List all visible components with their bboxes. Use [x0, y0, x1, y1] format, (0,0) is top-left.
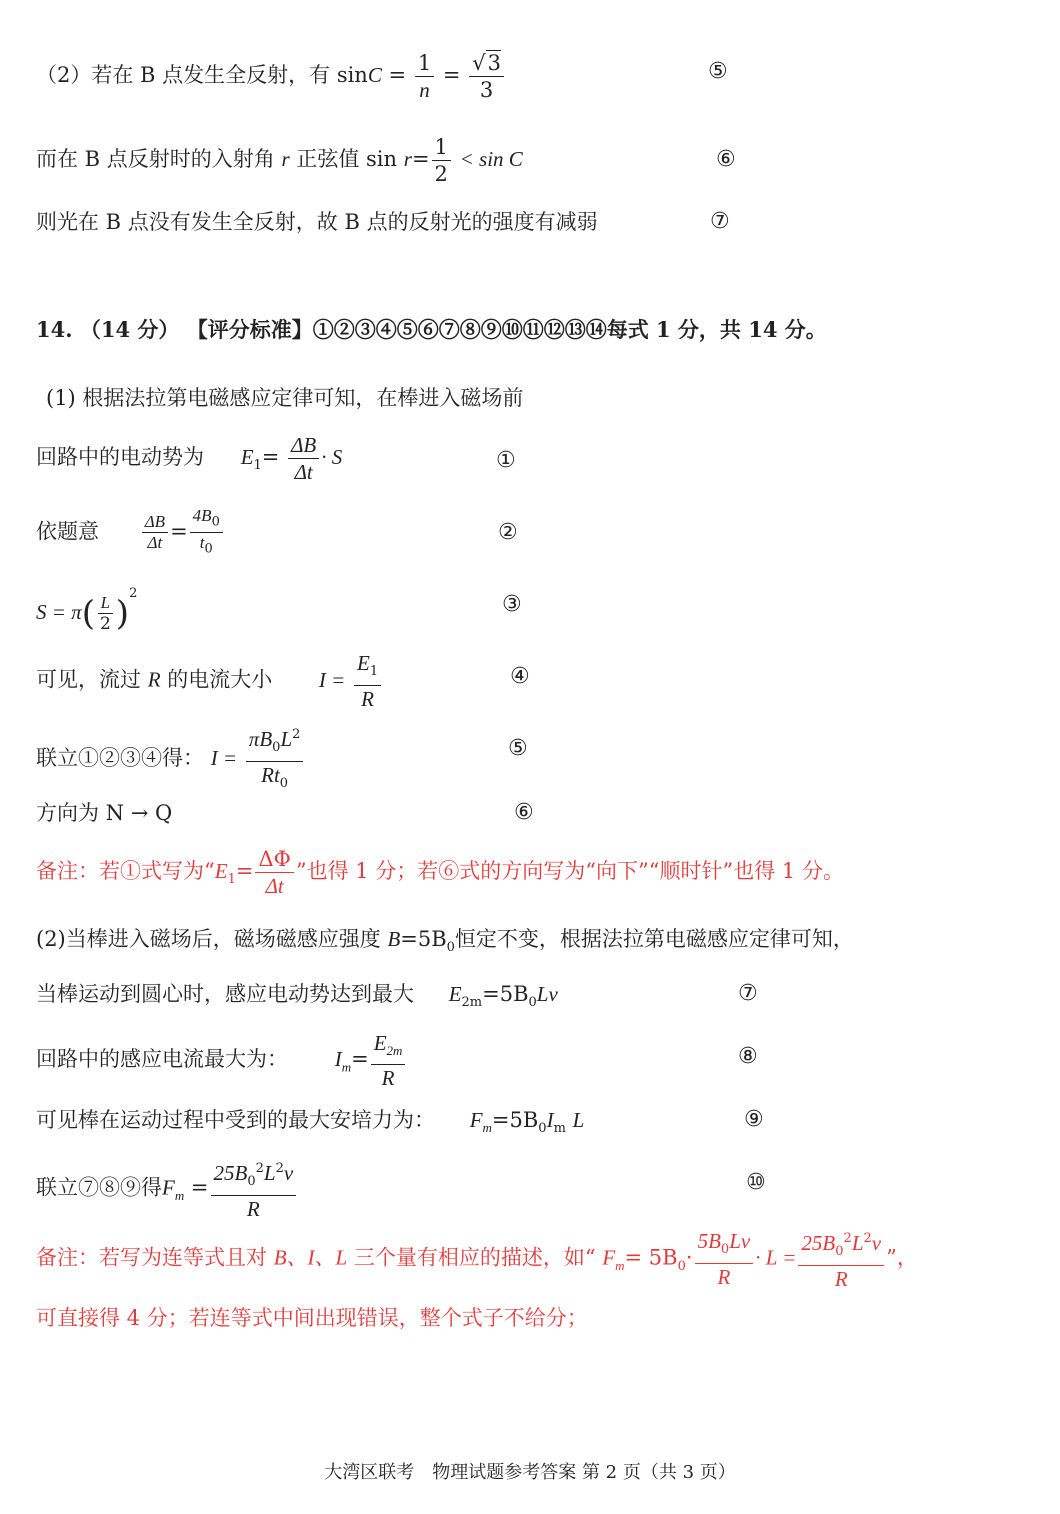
mark-9: ⑨	[744, 1107, 764, 1132]
eq-1: 回路中的电动势为 $E_1=$ $\frac{\Delta B}{\Delta t}$ · S	[36, 433, 343, 484]
line-no-total-reflection: 则光在 B 点没有发生全反射，故 B 点的反射光的强度有减弱	[36, 210, 598, 234]
mark-6-b: ⑥	[514, 800, 534, 825]
mark-5-b: ⑤	[508, 736, 528, 761]
fraction-dB-dt-2: $\frac{\Delta B}{\Delta t}$	[142, 512, 168, 553]
mark-10: ⑩	[746, 1170, 766, 1195]
eq-3: S = π( $\frac{L}{2}$ )$^2$	[36, 586, 138, 634]
eq-4: 可见，流过 R 的电流大小 I = $\frac{E_1}{R}$	[36, 650, 383, 712]
fraction-25B0L2v-over-R-note: $\frac{25B_0^2L^2v}{R}$	[798, 1226, 884, 1292]
line-total-reflection-condition: （2）若在 B 点发生全反射，有 sinC = $\frac{1}{n}$ = $\frac{√3}{3}$	[36, 50, 506, 103]
mark-6: ⑥	[716, 147, 736, 172]
mark-5: ⑤	[708, 59, 728, 84]
fraction-dB-dt: $\frac{\Delta B}{\Delta t}$	[288, 432, 319, 485]
mark-2: ②	[498, 520, 518, 545]
mark-7: ⑦	[710, 209, 730, 234]
eq-2: 依题意 $\frac{\Delta B}{\Delta t}$ = $\frac{4B_0}{t_0}$	[36, 506, 225, 560]
q14-part2-intro: (2)当棒进入磁场后，磁场磁感应强度 $B=5B_0$恒定不变，根据法拉第电磁感应定律可知，	[36, 927, 854, 956]
eq-7: 当棒运动到圆心时，感应电动势达到最大 $E_{2m}=5B_0Lv$	[36, 982, 558, 1011]
fraction-piB0L2-over-Rt0: $\frac{\pi B_0L^2}{Rt_0}$	[246, 722, 304, 797]
fraction-5B0Lv-over-R: $\frac{5B_0Lv}{R}$	[695, 1228, 754, 1290]
line-incident-angle: 而在 B 点反射时的入射角 r 正弦值 sin r= $\frac{1}{2}$ < sin C	[36, 135, 523, 186]
eq-6: 方向为 N → Q	[36, 801, 173, 825]
q14-header: 14. （14 分） 【评分标准】①②③④⑤⑥⑦⑧⑨⑩⑪⑫⑬⑭每式 1 分，共 14 分。	[36, 317, 827, 342]
fraction-sqrt3-over-3: $\frac{√3}{3}$	[469, 50, 504, 103]
fraction-one-half: $\frac{1}{2}$	[432, 134, 451, 187]
mark-4: ④	[510, 664, 530, 689]
note-2: 备注：若写为连等式且对 B、I、L 三个量有相应的描述，如“ $F_m= 5B_0\cdot$ $\frac{5B_0Lv}{R}$ · L = $\frac{25B_0^2L^2v}{R}$ ”，	[36, 1226, 918, 1292]
fraction-1-over-n: $\frac{1}{n}$	[415, 50, 434, 103]
mark-1: ①	[496, 448, 516, 473]
fraction-E2m-over-R: $\frac{E_{2m}}{R}$	[371, 1030, 406, 1091]
note-1: 备注：若①式写为“$E_1=$ $\frac{\Delta\Phi}{\Delta t}$ ”也得 1 分；若⑥式的方向写为“向下”“顺时针”也得 1 分。	[36, 847, 844, 898]
eq-9: 可见棒在运动过程中受到的最大安培力为： $F_m=5B_0I_m$ L	[36, 1108, 585, 1137]
fraction-4B0-t0: $\frac{4B_0}{t_0}$	[190, 506, 223, 560]
mark-8: ⑧	[738, 1044, 758, 1069]
fraction-L-over-2: $\frac{L}{2}$	[97, 593, 114, 634]
mark-3: ③	[502, 592, 522, 617]
fraction-E1-over-R: $\frac{E_1}{R}$	[354, 650, 381, 712]
eq-10: 联立⑦⑧⑨得$F_m$ = $\frac{25B_0^2L^2v}{R}$	[36, 1156, 298, 1222]
fraction-25B0L2v-over-R: $\frac{25B_0^2L^2v}{R}$	[211, 1156, 297, 1222]
eq-5: 联立①②③④得： I = $\frac{\pi B_0L^2}{Rt_0}$	[36, 722, 305, 797]
page-footer: 大湾区联考 物理试题参考答案 第 2 页（共 3 页）	[324, 1462, 736, 1483]
mark-7-b: ⑦	[738, 981, 758, 1006]
q14-part1-intro: (1) 根据法拉第电磁感应定律可知，在棒进入磁场前	[46, 386, 524, 410]
eq-8: 回路中的感应电流最大为： $I_m=$ $\frac{E_{2m}}{R}$	[36, 1030, 407, 1091]
note-2-line-2: 可直接得 4 分；若连等式中间出现错误，整个式子不给分；	[36, 1306, 588, 1330]
fraction-dPhi-dt: $\frac{\Delta\Phi}{\Delta t}$	[255, 846, 293, 899]
text: （2）若在 B 点发生全反射，有 sin	[36, 63, 368, 87]
